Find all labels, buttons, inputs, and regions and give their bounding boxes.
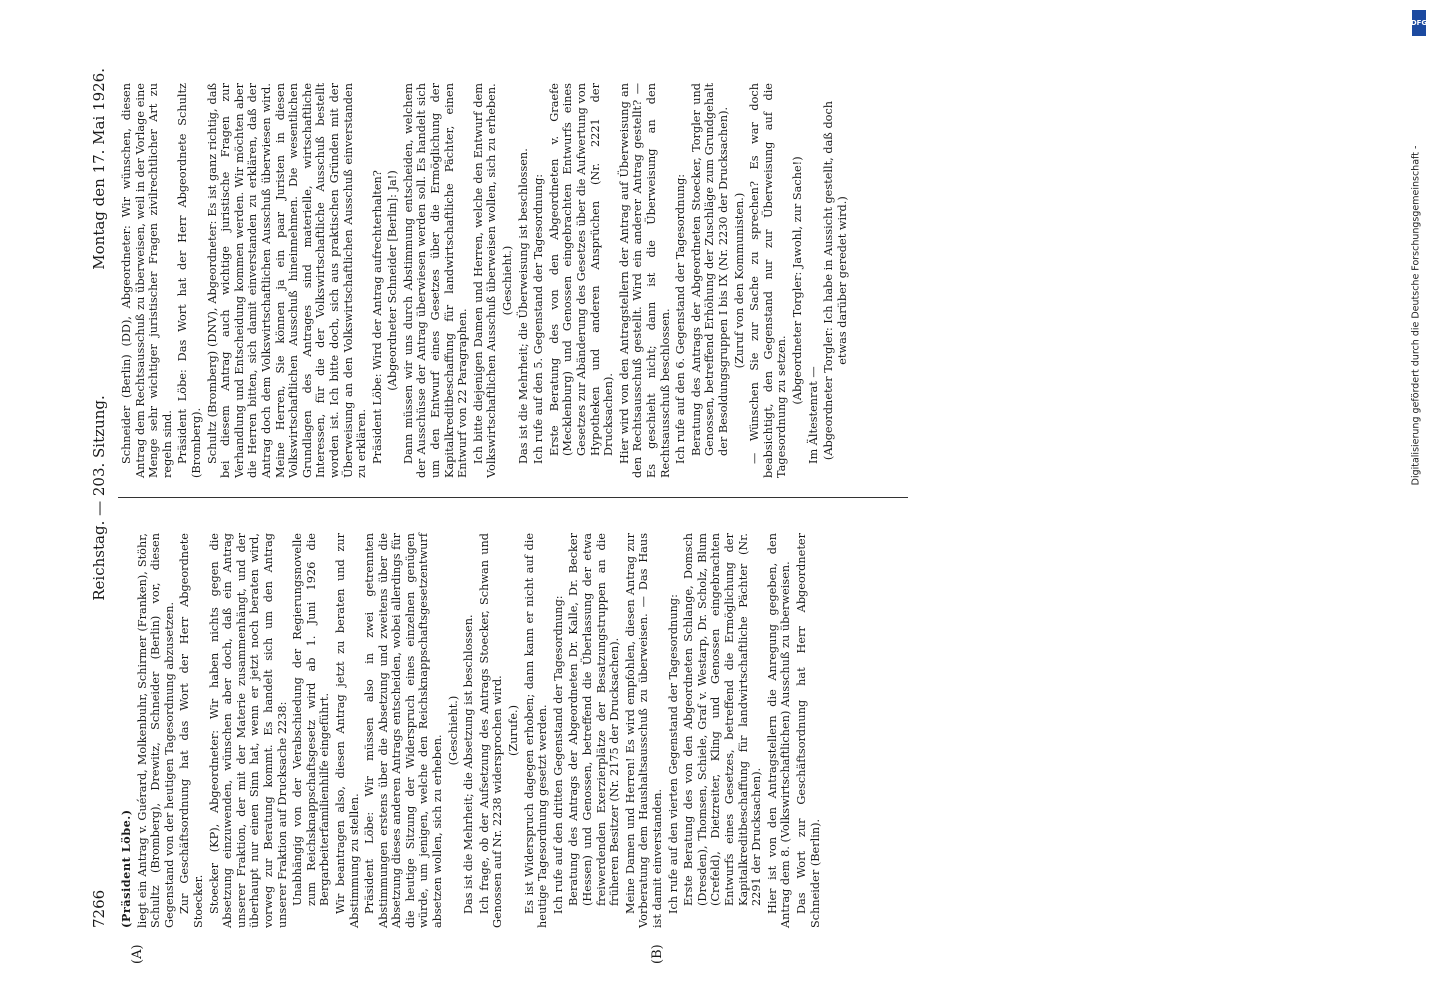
paragraph: Meine Damen und Herren! Es wird empfohlen, diesen Antrag zur Vorberatung dem Haushaltsausschuß zu überweisen. — Das Haus ist damit einverstanden. — [623, 533, 664, 928]
paragraph: Das ist die Mehrheit; die Absetzung ist beschlossen. — [462, 614, 476, 914]
column-right — [120, 83, 851, 478]
running-head — [90, 58, 114, 938]
paragraph: Ich rufe auf den vierten Gegenstand der Tagesordnung: — [666, 594, 680, 914]
paragraph: liegt ein Antrag v. Guérard, Molkenbuhr, Schirmer (Franken), Stöhr, Schultz (Bromberg), Drewitz, Schneider (Berlin) vor, diesen Gegenstand von der heutigen Tagesordnung abzusetzen. — [135, 533, 176, 928]
paragraph: Dann müssen wir uns durch Abstimmung entscheiden, welchem der Ausschüsse der Antrag überwiesen werden soll. Es handelt sich um den Entwurf eines Gesetzes über die Ermöglichung der Kapitalkreditbeschaffung für landwirtschaftliche Pächter, einen Entwurf von 22 Paragraphen. — [401, 83, 470, 478]
agenda-item: Erste Beratung des von den Abgeordneten v. Graefe (Mecklenburg) und Genossen eingebrachten Entwurfs eines Gesetzes zur Abänderung des Gesetzes über die Aufwertung von Hypotheken und anderen Ansprüchen (Nr. 2221 der Drucksachen). — [547, 83, 616, 456]
margin-mark-a: (A) — [130, 944, 145, 964]
paragraph: Stoecker (KP), Abgeordneter: Wir haben nichts gegen die Absetzung einzuwenden, wünschen aber doch, daß ein Antrag unserer Fraktion, der mit der Materie zusammenhängt, und der überhaupt nur einen Sinn hat, wenn er jetzt noch beraten wird, vorweg zur Beratung kommt. Es handelt sich um den Antrag unserer Fraktion auf Drucksache 2238: — [207, 533, 289, 928]
paragraph: Präsident Löbe: Das Wort hat der Herr Abgeordnete Schultz (Bromberg). — [176, 83, 203, 478]
paragraph: Präsident Löbe: Wird der Antrag aufrechterhalten? — [370, 170, 384, 464]
interjection: (Abgeordneter Schneider [Berlin]: Ja!) — [386, 170, 400, 391]
paragraph: Es ist Widerspruch dagegen erhoben; dann kann er nicht auf die heutige Tagesordnung gesetzt werden. — [522, 533, 550, 928]
quoted-motion: Unabhängig von der Verabschiedung der Regierungsnovelle zum Reichsknappschaftsgesetz wird ab 1. Juni 1926 die Bergarbeiterfamilienhilfe eingeführt. — [291, 533, 332, 906]
paragraph: Ich rufe auf den 5. Gegenstand der Tagesordnung: — [532, 173, 546, 464]
paragraph: Hier wird von den Antragstellern der Antrag auf Überweisung an den Rechtsausschuß gestellt. Wird ein anderer Antrag gestellt? — Es geschieht nicht; dann ist die Überweisung an den Rechtsausschuß beschlossen. — [617, 83, 672, 478]
paragraph: Wir beantragen also, diesen Antrag jetzt zu beraten und zur Abstimmung zu stellen. — [333, 533, 361, 928]
page-number: 7266 — [90, 889, 108, 928]
paragraph: Ich frage, ob der Aufsetzung des Antrags Stoecker, Schwan und Genossen auf Nr. 2238 widersprochen wird. — [477, 533, 505, 928]
session-title: Reichstag. — 203. Sitzung. — [90, 395, 108, 601]
paragraph: Schultz (Bromberg) (DNV), Abgeordneter: Es ist ganz richtig, daß bei diesem Antrag auch wichtige juristische Fragen zur Verhandlung und Entscheidung kommen werden. Wir möchten aber die Herren bitten, sich damit einverstanden zu erklären, daß der Antrag doch dem Volkswirtschaftlichen Ausschuß überwiesen wird. Meine Herren, Sie können ja ein paar Juristen in diesen Volkswirtschaftlichen Ausschuß hineinnehmen. Die wesentlichen Grundlagen des Antrages sind materielle, wirtschaftliche Interessen, für die der Volkswirtschaftliche Ausschuß bestellt worden ist. Ich bitte doch, sich aus praktischen Gründen mit der Überweisung an den Volkswirtschaftlichen Ausschuß einverstanden zu erklären. — [205, 83, 369, 478]
interjection: (Abgeordneter Torgler: Jawohl, zur Sache!) — [790, 156, 804, 405]
paragraph: Hier ist von den Antragstellern die Anregung gegeben, den Antrag dem 8. (Volkswirtschaftlichen) Ausschuß zu überweisen. — [765, 533, 793, 928]
digitization-stamp — [1412, 10, 1426, 570]
paragraph: Schneider (Berlin) (DD), Abgeordneter: Wir wünschen, diesen Antrag dem Rechtsausschuß zu überweisen, weil in der Vorlage eine Menge sehr wichtiger juristischer Fragen zivilrechtlicher Art zu regeln sind. — [120, 83, 174, 478]
stage-direction: (Geschieht.) — [501, 245, 515, 316]
speaker-line: (Präsident Löbe.) — [119, 809, 133, 928]
paragraph: Zur Geschäftsordnung hat das Wort der Herr Abgeordnete Stoecker. — [178, 533, 205, 928]
session-date: Montag den 17. Mai 1926. — [90, 68, 108, 270]
margin-mark-b: (B) — [650, 944, 665, 964]
agenda-item: Beratung des Antrags der Abgeordneten Stoecker, Torgler und Genossen, betreffend Erhöhung der Zuschläge zum Grundgehalt der Besoldungsgruppen I bis IX (Nr. 2230 der Drucksachen). — [689, 83, 730, 456]
paragraph: — Wünschen Sie zur Sache zu sprechen? Es war doch beabsichtigt, den Gegenstand nur zur Überweisung auf die Tagesordnung zu setzen. — [748, 83, 789, 478]
paragraph: Ich rufe auf den 6. Gegenstand der Tagesordnung: — [674, 173, 688, 464]
interjection: (Zuruf von den Kommunisten.) — [732, 192, 746, 369]
stage-direction: (Zurufe.) — [507, 704, 521, 757]
agenda-item: Beratung des Antrags der Abgeordneten Dr. Kalle, Dr. Becker (Hessen) und Genossen, betreffend die Überlassung der etwa freiwerdenden Exerzierplätze der Besatzungstruppen an die früheren Besitzer (Nr. 2175 der Drucksachen). — [567, 533, 622, 906]
stage-direction: (Geschieht.) — [446, 695, 460, 766]
dfg-logo: DFG — [1412, 10, 1426, 36]
paragraph: Ich rufe auf den dritten Gegenstand der Tagesordnung: — [551, 595, 565, 914]
paragraph: Ich bitte diejenigen Damen und Herren, welche den Entwurf dem Volkswirtschaftlichen Ausschuß überweisen wollen, sich zu erheben. — [471, 83, 499, 478]
column-rule — [118, 497, 908, 498]
paragraph: Das Wort zur Geschäftsordnung hat Herr Abgeordneter Schneider (Berlin). — [794, 533, 822, 928]
paragraph: Im Ältestenrat — — [806, 366, 820, 464]
agenda-item: Erste Beratung des von den Abgeordneten Schlange, Domsch (Dresden), Thomsen, Schiele, Graf v. Westarp, Dr. Scholz, Blum (Crefeld), Dietzreiter, Kling und Genossen eingebrachten Entwurfs eines Gesetzes, betreffend die Ermöglichung der Kapitalkreditbeschaffung für landwirtschaftliche Pächter (Nr. 2291 der Drucksachen). — [682, 533, 764, 906]
rotated-page — [90, 58, 1420, 964]
digitization-note: Digitalisierung gefördert durch die Deutsche Forschungsgemeinschaft - — [1410, 145, 1422, 486]
paragraph: Präsident Löbe: Wir müssen also in zwei getrennten Abstimmungen erstens über die Absetzung und zweitens über die Absetzung dieses anderen Antrags entscheiden, wobei allerdings für die heutige Sitzung der Widerspruch eines einzelnen genügen würde, um jenigen, welche den Reichsknappschaftsgesetzentwurf absetzen wollen, sich zu erheben. — [363, 533, 445, 928]
interjection: (Abgeordneter Torgler: Ich habe in Aussicht gestellt, daß doch etwas darüber geredet wird.) — [822, 100, 849, 461]
paragraph: Das ist die Mehrheit; die Überweisung ist beschlossen. — [516, 148, 530, 464]
column-left — [120, 533, 824, 928]
